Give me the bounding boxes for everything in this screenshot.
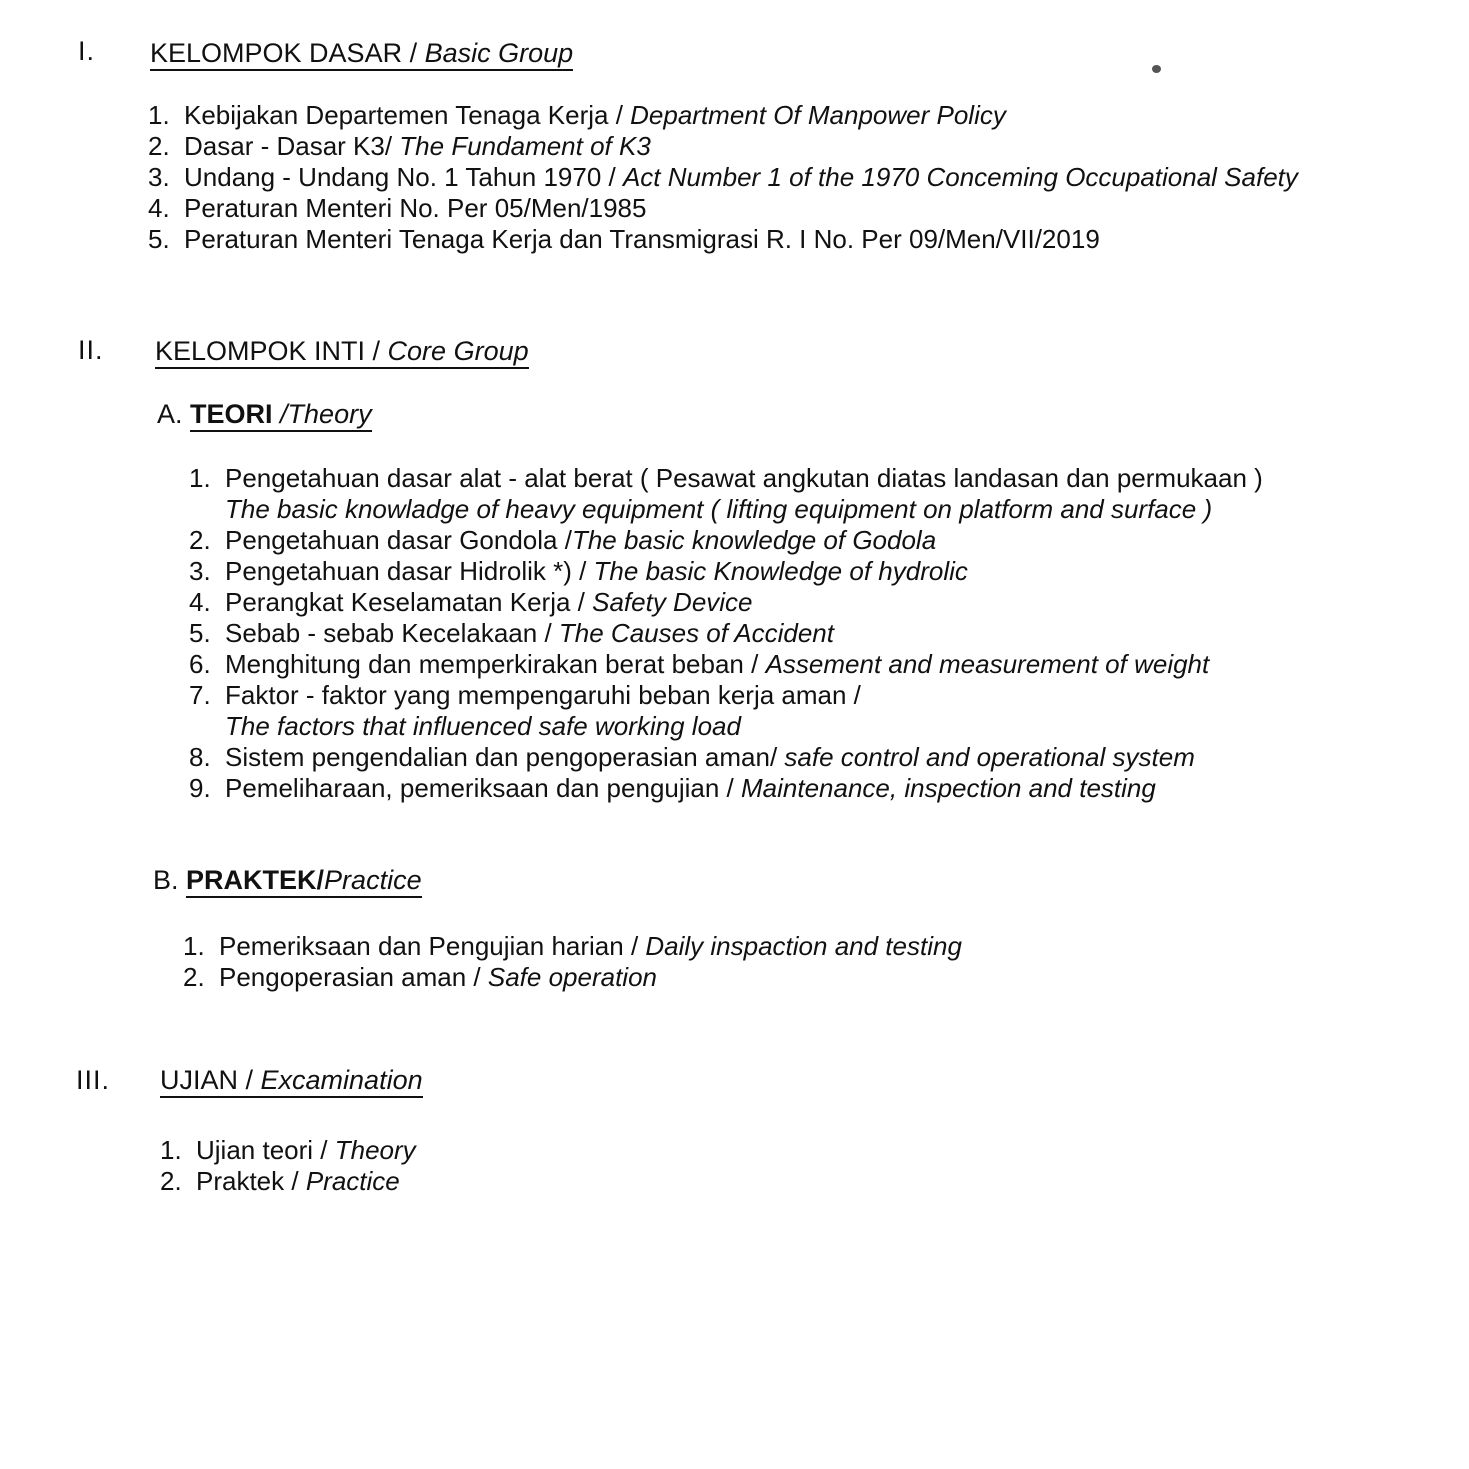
item-number: 4. xyxy=(189,587,211,617)
section-3-title-id: UJIAN / xyxy=(160,1065,261,1095)
list-item xyxy=(189,463,1263,525)
list-item xyxy=(189,525,1263,556)
list-item xyxy=(148,131,1298,162)
item-text-en: Theory xyxy=(334,1135,416,1165)
section-2-numeral: II. xyxy=(78,335,104,365)
item-text-id: Faktor - faktor yang mempengaruhi beban kerja aman / xyxy=(225,680,861,710)
list-item xyxy=(189,556,1263,587)
item-number: 2. xyxy=(183,962,205,992)
list-item xyxy=(189,742,1263,773)
item-text-en: Act Number 1 of the 1970 Conceming Occupational Safety xyxy=(622,162,1298,192)
item-text-id: Pengetahuan dasar Gondola / xyxy=(225,525,572,555)
list-item xyxy=(148,100,1298,131)
list-item xyxy=(189,649,1263,680)
item-text-en: Daily inspaction and testing xyxy=(645,931,962,961)
list-item xyxy=(189,587,1263,618)
item-number: 1. xyxy=(148,100,170,130)
section-2-title-id: KELOMPOK INTI / xyxy=(155,336,388,366)
item-number: 3. xyxy=(148,162,170,192)
section-1-list xyxy=(148,100,1298,255)
list-item xyxy=(148,162,1298,193)
item-number: 4. xyxy=(148,193,170,223)
item-text-id: Kebijakan Departemen Tenaga Kerja / xyxy=(184,100,631,130)
subsection-b-title-en: Practice xyxy=(324,865,422,895)
item-text-en: The Causes of Accident xyxy=(558,618,834,648)
item-number: 1. xyxy=(183,931,205,961)
item-text-id: Praktek / xyxy=(196,1166,306,1196)
item-text-en: Safe operation xyxy=(487,962,657,992)
item-text-id: Peraturan Menteri Tenaga Kerja dan Transmigrasi R. I No. Per 09/Men/VII/2019 xyxy=(184,224,1100,254)
item-text-id: Pengoperasian aman / xyxy=(219,962,488,992)
list-item xyxy=(148,193,1298,224)
section-1-title-id: KELOMPOK DASAR / xyxy=(150,38,425,68)
item-text-id: Undang - Undang No. 1 Tahun 1970 / xyxy=(184,162,623,192)
section-3-title xyxy=(160,1065,423,1098)
item-number: 2. xyxy=(148,131,170,161)
subsection-b-heading xyxy=(153,865,422,895)
item-text-en: The basic Knowledge of hydrolic xyxy=(593,556,968,586)
item-text-id: Ujian teori / xyxy=(196,1135,335,1165)
item-text-id: Peraturan Menteri No. Per 05/Men/1985 xyxy=(184,193,647,223)
scan-speck xyxy=(1152,65,1161,73)
item-number: 5. xyxy=(189,618,211,648)
item-text-en: The factors that influenced safe working load xyxy=(225,711,741,741)
item-number: 7. xyxy=(189,680,211,710)
item-text-id: Pengetahuan dasar Hidrolik *) / xyxy=(225,556,594,586)
section-1-numeral: I. xyxy=(78,36,96,66)
list-item xyxy=(160,1166,416,1197)
item-number: 2. xyxy=(189,525,211,555)
item-text-id: Sistem pengendalian dan pengoperasian aman/ xyxy=(225,742,785,772)
item-text-id: Pengetahuan dasar alat - alat berat ( Pesawat angkutan diatas landasan dan permukaan ) xyxy=(225,463,1263,493)
item-text-id: Menghitung dan memperkirakan berat beban / xyxy=(225,649,766,679)
list-item xyxy=(189,773,1263,804)
item-text-en: The basic knowledge of Godola xyxy=(571,525,937,555)
subsection-b-list xyxy=(183,931,962,993)
item-text-id: Dasar - Dasar K3/ xyxy=(184,131,400,161)
item-text-en: Practice xyxy=(305,1166,400,1196)
section-2-title-en: Core Group xyxy=(387,336,529,366)
item-text-en: The basic knowladge of heavy equipment ( lifting equipment on platform and surface ) xyxy=(225,494,1213,524)
section-3-numeral: III. xyxy=(76,1065,111,1095)
subsection-b-letter: B. xyxy=(153,865,179,895)
subsection-a-list xyxy=(189,463,1263,804)
item-text-id: Perangkat Keselamatan Kerja / xyxy=(225,587,593,617)
item-text-id: Pemeriksaan dan Pengujian harian / xyxy=(219,931,646,961)
item-number: 1. xyxy=(160,1135,182,1165)
subsection-a-title xyxy=(190,399,372,432)
list-item xyxy=(183,962,962,993)
list-item xyxy=(189,618,1263,649)
item-number: 8. xyxy=(189,742,211,772)
item-text-en: The Fundament of K3 xyxy=(399,131,651,161)
item-number: 3. xyxy=(189,556,211,586)
section-3-title-en: Excamination xyxy=(260,1065,423,1095)
item-text-en: Department Of Manpower Policy xyxy=(630,100,1006,130)
subsection-a-title-id: TEORI xyxy=(190,399,273,429)
list-item xyxy=(183,931,962,962)
subsection-a-letter: A. xyxy=(157,399,183,429)
list-item xyxy=(189,680,1263,742)
item-number: 9. xyxy=(189,773,211,803)
item-text-en: Safety Device xyxy=(592,587,753,617)
section-1-title-en: Basic Group xyxy=(424,38,574,68)
item-text-en: Assement and measurement of weight xyxy=(765,649,1210,679)
subsection-b-title xyxy=(186,865,422,898)
item-number: 5. xyxy=(148,224,170,254)
subsection-a-title-en: /Theory xyxy=(272,399,372,429)
item-number: 2. xyxy=(160,1166,182,1196)
list-item xyxy=(160,1135,416,1166)
item-number: 6. xyxy=(189,649,211,679)
section-1-title xyxy=(150,38,573,71)
subsection-a-heading xyxy=(157,399,372,429)
item-text-en: Maintenance, inspection and testing xyxy=(741,773,1156,803)
subsection-b-title-id: PRAKTEK/ xyxy=(186,865,325,895)
section-3-list xyxy=(160,1135,416,1197)
item-text-id: Pemeliharaan, pemeriksaan dan pengujian / xyxy=(225,773,742,803)
item-text-en: safe control and operational system xyxy=(784,742,1195,772)
item-text-id: Sebab - sebab Kecelakaan / xyxy=(225,618,559,648)
item-number: 1. xyxy=(189,463,211,493)
list-item xyxy=(148,224,1298,255)
section-2-title xyxy=(155,336,529,369)
